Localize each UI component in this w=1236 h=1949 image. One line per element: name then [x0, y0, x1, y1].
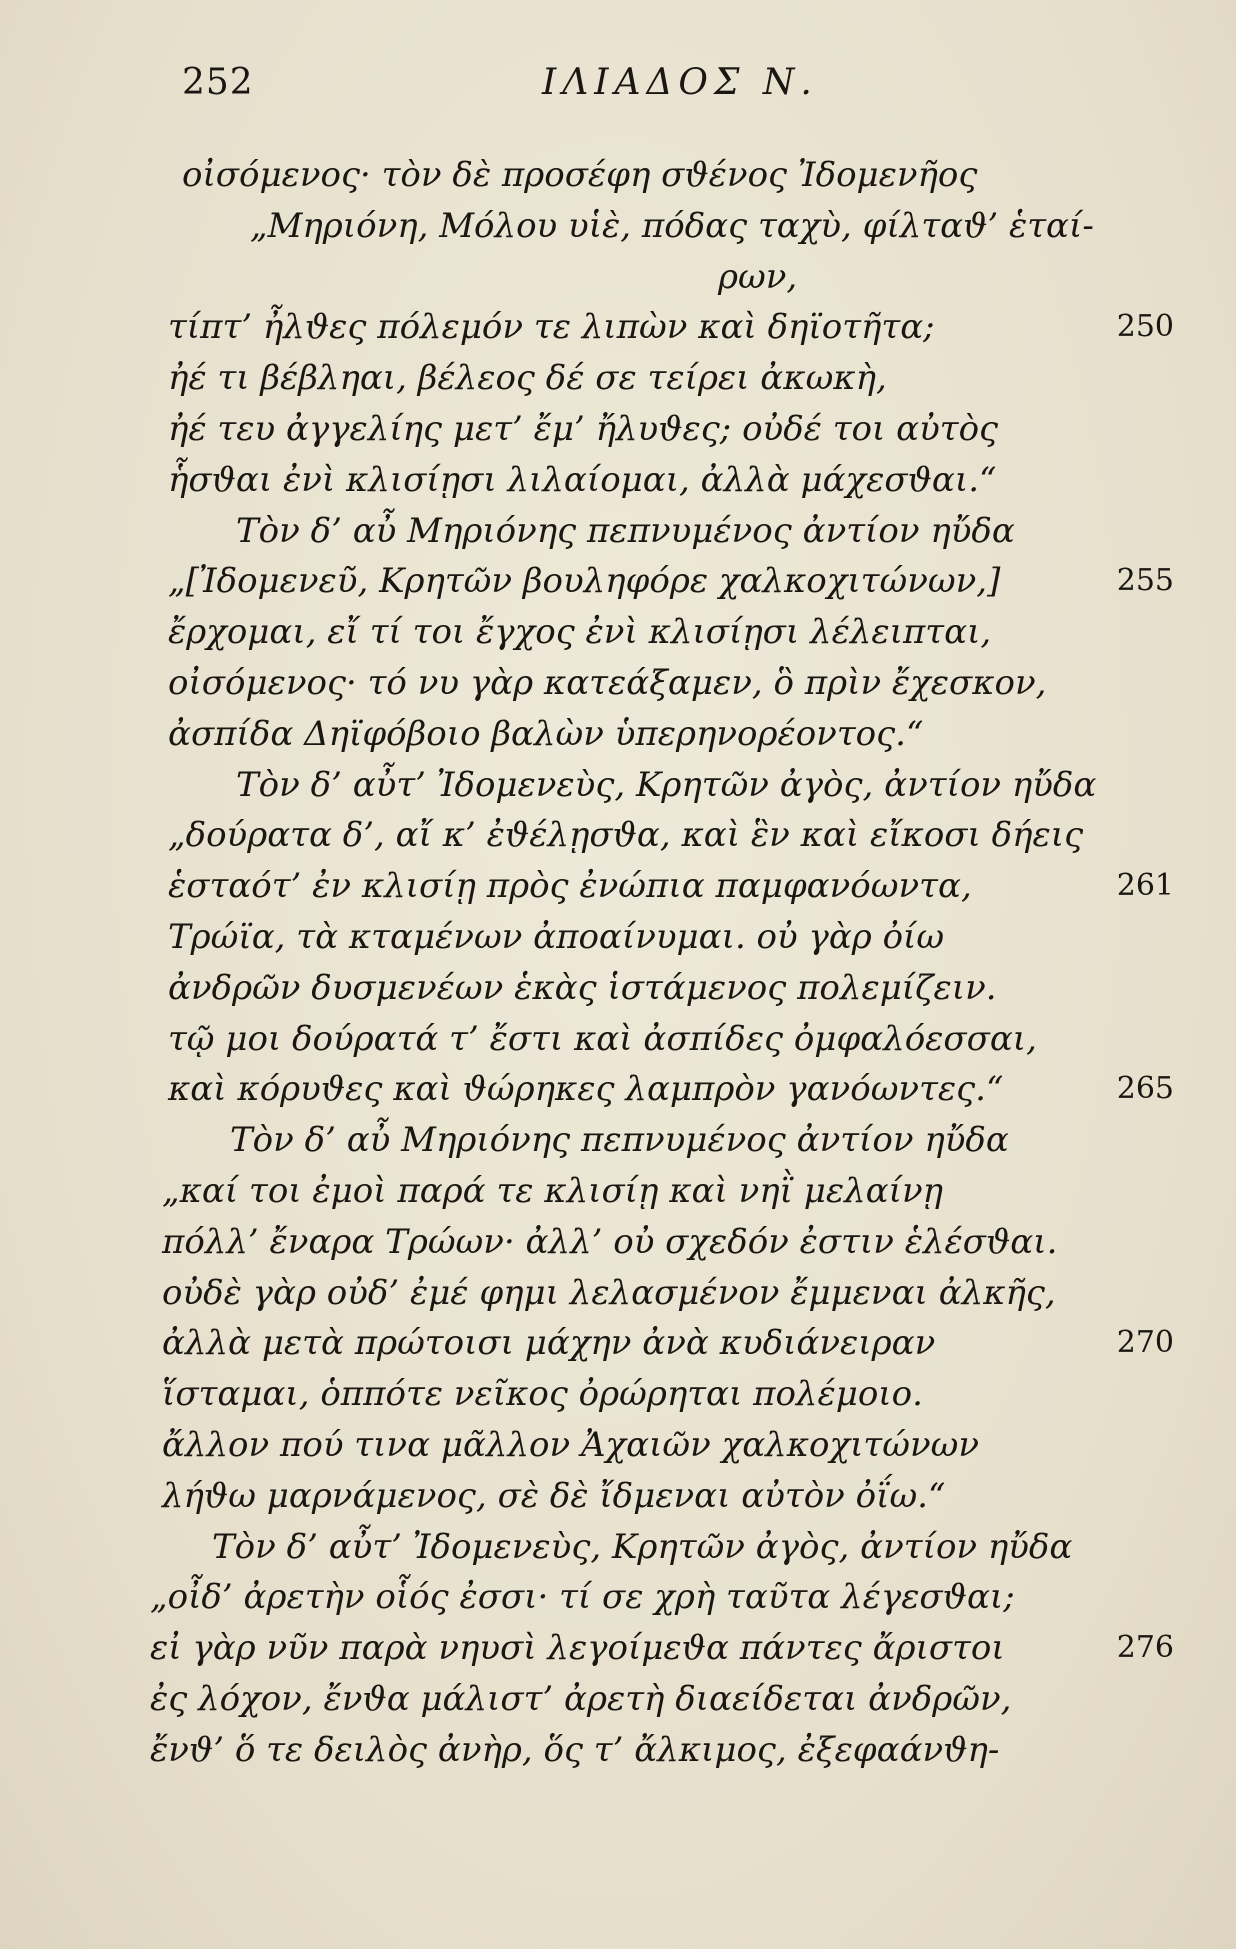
verse-text: οἰσόμενος· τὸν δὲ προσέφη σϑένος Ἰδομενῆος: [182, 155, 978, 195]
verse-text: ἄλλον πού τινα μᾶλλον Ἀχαιῶν χαλκοχιτώνων: [162, 1424, 980, 1465]
verse-text: Τὸν δ’ αὖτ’ Ἰδομενεὺς, Κρητῶν ἀγὸς, ἀντίον ηὔδα: [236, 764, 1097, 805]
verse-line: [0, 1522, 1236, 1573]
verse-line: [0, 455, 1236, 506]
verse-text: ἀσπίδα Δηϊφόβοιο βαλὼν ὑπερηνορέοντος.“: [168, 713, 924, 754]
verse-text: „οἶδ’ ἀρετὴν οἷός ἐσσι· τί σε χρὴ ταῦτα λέγεσϑαι;: [150, 1577, 1015, 1618]
verse-line: [0, 302, 1236, 353]
verse-line: [0, 1572, 1236, 1623]
verse-text: ἔρχομαι, εἴ τί τοι ἔγχος ἐνὶ κλισίῃσι λέλειπται,: [168, 612, 992, 653]
verse-text: ἑσταότ’ ἐν κλισίῃ πρὸς ἐνώπια παμφανόωντα,: [168, 866, 972, 907]
verse-line: [0, 1471, 1236, 1522]
verse-text: Τὸν δ’ αὖ Μηριόνης πεπνυμένος ἀντίον ηὔδα: [230, 1120, 1009, 1161]
verse-text: „Μηριόνη, Μόλου υἱὲ, πόδας ταχὺ, φίλταϑ’ ἑταί-: [250, 205, 1094, 246]
verse-line: [0, 1369, 1236, 1420]
verse-text: Τρώϊα, τὰ κταμένων ἀποαίνυμαι. οὐ γὰρ ὀίω: [168, 916, 945, 957]
verse-line: [0, 1725, 1236, 1776]
verse-text: ἀλλὰ μετὰ πρώτοισι μάχην ἀνὰ κυδιάνειραν: [162, 1323, 936, 1364]
verse-text: „δούρατα δ’, αἴ κ’ ἐϑέλῃσϑα, καὶ ἓν καὶ εἴκοσι δήεις: [168, 815, 1084, 856]
verse-line: [0, 963, 1236, 1014]
verse-line: [0, 607, 1236, 658]
verse-line: [0, 201, 1236, 252]
verse-text: καὶ κόρυϑες καὶ ϑώρηκες λαμπρὸν γανόωντες.“: [168, 1069, 1004, 1110]
verse-line: [0, 150, 1236, 201]
line-number: 276: [1116, 1630, 1174, 1666]
verse-line: [0, 1674, 1236, 1725]
verse-line: [0, 1318, 1236, 1369]
verse-block: [0, 150, 1236, 1776]
verse-line: [0, 912, 1236, 963]
line-number: 250: [1116, 309, 1174, 345]
verse-text: „καί τοι ἐμοὶ παρά τε κλισίῃ καὶ νηῒ μελαίνῃ: [162, 1170, 943, 1211]
verse-line: [0, 252, 1236, 303]
verse-line: [0, 861, 1236, 912]
verse-line: [0, 709, 1236, 760]
verse-text: „[Ἰδομενεῦ, Κρητῶν βουληφόρε χαλκοχιτώνων,]: [168, 561, 1001, 602]
verse-line: [0, 1268, 1236, 1319]
verse-text: ἠέ τευ ἀγγελίης μετ’ ἔμ’ ἤλυϑες; οὐδέ τοι αὐτὸς: [168, 408, 999, 449]
verse-line: [0, 353, 1236, 404]
verse-text: Τὸν δ’ αὖτ’ Ἰδομενεὺς, Κρητῶν ἀγὸς, ἀντίον ηὔδα: [212, 1526, 1073, 1567]
page-number: 252: [182, 62, 254, 103]
verse-text: οἰσόμενος· τό νυ γὰρ κατεάξαμεν, ὃ πρὶν ἔχεσκον,: [168, 662, 1047, 703]
verse-line: [0, 810, 1236, 861]
verse-text: λήϑω μαρνάμενος, σὲ δὲ ἴδμεναι αὐτὸν ὀΐω.“: [162, 1475, 946, 1516]
verse-line: [0, 1420, 1236, 1471]
verse-line: [0, 1623, 1236, 1674]
verse-line: [0, 404, 1236, 455]
verse-text: τίπτ’ ἦλϑες πόλεμόν τε λιπὼν καὶ δηϊοτῆτα;: [168, 307, 935, 348]
verse-text: ἔνϑ’ ὅ τε δειλὸς ἀνὴρ, ὅς τ’ ἄλκιμος, ἐξεφαάνϑη-: [150, 1729, 1000, 1770]
line-number: 265: [1116, 1071, 1174, 1107]
verse-line: [0, 556, 1236, 607]
verse-text: εἰ γὰρ νῦν παρὰ νηυσὶ λεγοίμεϑα πάντες ἄριστοι: [150, 1628, 1005, 1669]
verse-text: ἵσταμαι, ὁππότε νεῖκος ὀρώρηται πολέμοιο.: [162, 1374, 923, 1415]
line-number: 261: [1116, 868, 1174, 904]
verse-text: ἧσϑαι ἐνὶ κλισίῃσι λιλαίομαι, ἀλλὰ μάχεσϑαι.“: [168, 459, 997, 500]
verse-line: [0, 1166, 1236, 1217]
page-header: [182, 62, 1062, 122]
verse-text: ἠέ τι βέβληαι, βέλεος δέ σε τείρει ἀκωκὴ,: [168, 358, 887, 399]
line-number: 255: [1116, 563, 1174, 599]
verse-text: οὐδὲ γὰρ οὐδ’ ἐμέ φημι λελασμένον ἔμμεναι ἀλκῆς,: [162, 1272, 1056, 1313]
verse-line: [0, 1064, 1236, 1115]
verse-line: [0, 658, 1236, 709]
verse-line: [0, 1014, 1236, 1065]
verse-text: ρων,: [718, 256, 798, 297]
line-number: 270: [1116, 1325, 1174, 1361]
verse-line: [0, 1115, 1236, 1166]
verse-line: [0, 1217, 1236, 1268]
verse-text: πόλλ’ ἔναρα Τρώων· ἀλλ’ οὐ σχεδόν ἐστιν ἑλέσϑαι.: [162, 1221, 1058, 1262]
verse-text: ἐς λόχον, ἔνϑα μάλιστ’ ἀρετὴ διαείδεται ἀνδρῶν,: [150, 1678, 1012, 1719]
verse-text: τῷ μοι δούρατά τ’ ἔστι καὶ ἀσπίδες ὀμφαλόεσσαι,: [168, 1018, 1037, 1059]
verse-line: [0, 760, 1236, 811]
running-title: ΙΛΙΑΔΟΣ Ν.: [542, 62, 818, 103]
verse-text: Τὸν δ’ αὖ Μηριόνης πεπνυμένος ἀντίον ηὔδα: [236, 510, 1015, 551]
verse-line: [0, 506, 1236, 557]
verse-text: ἀνδρῶν δυσμενέων ἑκὰς ἱστάμενος πολεμίζειν.: [168, 967, 997, 1008]
